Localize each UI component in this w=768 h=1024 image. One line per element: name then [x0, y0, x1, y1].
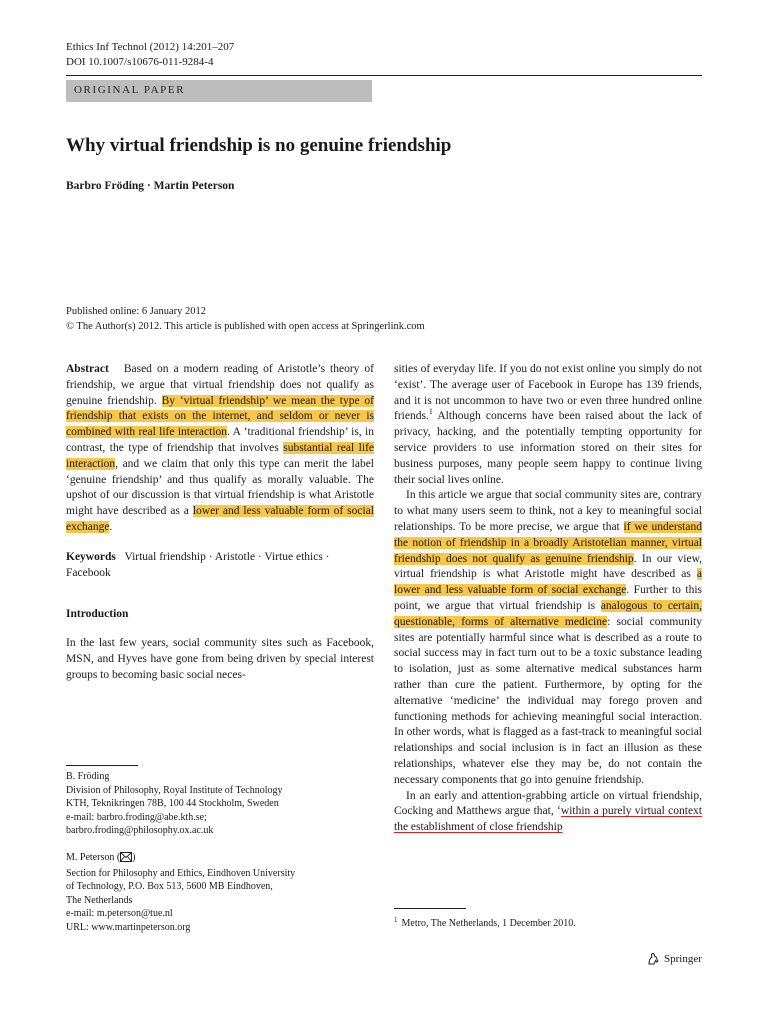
section-heading-introduction: Introduction [66, 608, 129, 621]
paper-title: Why virtual friendship is no genuine friendship [66, 135, 452, 156]
abstract-text-1: Based on a modern reading of Aristotle’s theory of friendship, we argue that virtual friendship does not qualify as genuine friendship. [66, 363, 375, 407]
highlight-real-life-interaction[interactable]: substantial real life interaction [66, 441, 375, 470]
aff2-line-4[interactable]: URL: www.martinpeterson.org [66, 921, 191, 933]
left-column [66, 362, 374, 684]
keywords [66, 550, 374, 582]
footnote-ref-1[interactable]: 1 [428, 407, 433, 417]
author-1: Barbro Fröding [66, 180, 145, 192]
abstract-text-3: , and we claim that only this type can merit the label ‘genuine friendship’ and thus qualify as morally valuable. The upshot of our discussion is that virtual friendship is what Aristotle might have described as a [66, 457, 374, 518]
aff2-name-line [66, 851, 295, 867]
aff2-line-1: of Technology, P.O. Box 513, 5600 MB Eindhoven, [66, 881, 273, 893]
aff2-name: M. Peterson ( [66, 852, 121, 863]
publisher-mark [646, 952, 702, 966]
aff1-line-1: Division of Philosophy, Royal Institute of Technology [66, 784, 283, 796]
body-paragraph-2 [394, 488, 702, 788]
author-separator: · [146, 180, 151, 192]
copyright-line: © The Author(s) 2012. This article is published with open access at Springerlink.com [66, 321, 425, 332]
springer-horse-icon [646, 952, 660, 966]
journal-line: Ethics Inf Technol (2012) 14:201–207 [66, 41, 235, 53]
envelope-icon[interactable] [120, 852, 132, 867]
affiliation-rule [66, 765, 138, 766]
highlight-alternative-medicine[interactable]: analogous to certain, questionable, forms of alternative medicine [394, 599, 702, 628]
body-text-3a: In an early and attention-grabbing article on virtual friendship, Cocking and Matthews argue that, ‘ [394, 789, 702, 818]
body-text-2b: . In our view, virtual friendship is what Aristotle might have described as [394, 552, 702, 581]
header-rule [66, 75, 702, 76]
article-type-band [66, 80, 372, 102]
keywords-list: Virtual friendship · Aristotle · Virtue ethics · Facebook [66, 550, 330, 579]
aff1-line-0: B. Fröding [66, 771, 110, 782]
body-text-1a: sities of everyday life. If you do not exist online you simply do not ‘exist’. The average user of Facebook in Europe has 139 friends, and it is not uncommon to have two or even three hundred online friends. [394, 363, 702, 423]
aff1-line-4[interactable]: barbro.froding@philosophy.ox.ac.uk [66, 825, 214, 837]
author-list [66, 180, 234, 192]
footnote-1 [394, 914, 576, 930]
aff2-name-end: ) [132, 852, 136, 863]
aff1-line-3[interactable]: e-mail: barbro.froding@abe.kth.se; [66, 811, 207, 823]
body-text-2c: . Further to this point, we argue that virtual friendship is [394, 584, 702, 612]
abstract [66, 362, 374, 536]
footnote-rule [394, 908, 466, 909]
aff1-line-2: KTH, Teknikringen 78B, 100 44 Stockholm, Sweden [66, 798, 279, 810]
body-paragraph-3 [394, 789, 702, 836]
highlight-lower-form-social-exchange[interactable]: lower and less valuable form of social exchange [66, 505, 375, 533]
abstract-text-2: . A ‘traditional friendship’ is, in contrast, the type of friendship that involves [66, 426, 374, 454]
body-paragraph-1 [394, 362, 702, 488]
abstract-heading: Abstract [66, 363, 109, 375]
body-text-1b: Although concerns have been raised about the lack of privacy, hacking, and the potentially tempting opportunity for service providers to use information stored on their sites for business purposes, many people seem happy to continue living their social lives online. [394, 410, 702, 486]
article-type-label: ORIGINAL PAPER [74, 84, 186, 96]
underline-virtual-context[interactable]: within a purely virtual context the establishment of close friendship [394, 805, 702, 834]
abstract-text-4: . [109, 520, 113, 533]
highlight-lower-less-valuable[interactable]: a lower and less valuable form of social exchange [394, 568, 702, 597]
keywords-heading: Keywords [66, 550, 116, 563]
publisher-name: Springer [664, 953, 702, 965]
body-text-2d: : social community sites are potentially harmful since what is described as a route to social success may in fact turn out to be a toxic substance leading to isolation, just as some alternative medical substances harm rather than cure the patient. Furthermore, by opting for the alternative ‘medicine’ the individual may forego proven and functioning methods for achieving meaningful social interaction. In other words, what is flagged as a fast-track to meaningful social relationships and social inclusion is in fact an illusion as these relationships, whatever else they may be, do not contain the necessary components that go into genuine friendship. [394, 615, 702, 786]
highlight-aristotelian-manner[interactable]: if we understand the notion of friendship in a broadly Aristotelian manner, virtual friendship does not qualify as genuine friendship [394, 520, 702, 565]
aff2-line-3[interactable]: e-mail: m.peterson@tue.nl [66, 908, 173, 920]
introduction-paragraph: In the last few years, social community sites such as Facebook, MSN, and Hyves have gone from being driven by special interest groups to becoming basic social neces- [66, 637, 374, 681]
footnote-number: 1 [394, 916, 398, 924]
aff2-line-0: Section for Philosophy and Ethics, Eindhoven University [66, 867, 296, 879]
footnote-text: Metro, The Netherlands, 1 December 2010. [401, 918, 576, 929]
affiliation-froding [66, 770, 283, 838]
publication-info [66, 304, 425, 334]
highlight-virtual-friendship-definition[interactable]: By ‘virtual friendship’ we mean the type of friendship that exists on the internet, and seldom or never is combined with real life interaction [66, 394, 374, 439]
right-column [394, 362, 702, 836]
journal-citation [66, 40, 234, 70]
author-2: Martin Peterson [153, 180, 235, 192]
aff2-line-2: The Netherlands [66, 894, 133, 906]
publication-date: Published online: 6 January 2012 [66, 306, 206, 317]
doi-line: DOI 10.1007/s10676-011-9284-4 [66, 56, 214, 68]
body-text-2a: In this article we argue that social community sites are, contrary to what many users seem to think, not a key to meaningful social relationships. To be more precise, we argue that [394, 489, 702, 533]
affiliation-peterson [66, 851, 295, 935]
